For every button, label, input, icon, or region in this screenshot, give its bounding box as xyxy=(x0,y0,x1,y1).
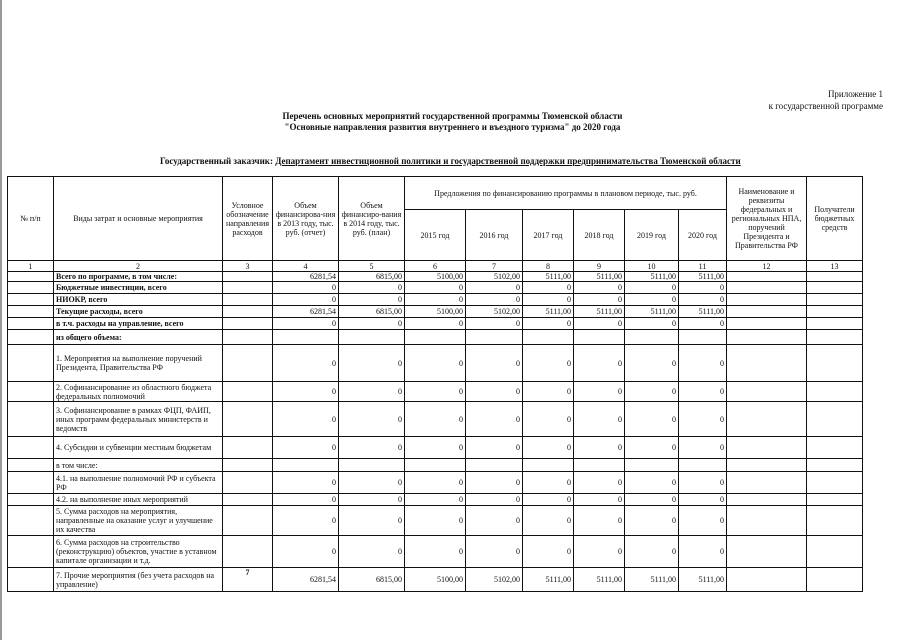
row-value-cell: 0 xyxy=(679,402,727,437)
col-2019-header: 2019 год xyxy=(625,210,679,261)
row-label-cell: 7. Прочие мероприятия (без учета расходов на управление) xyxy=(54,568,223,592)
col-num-header: № п/п xyxy=(8,177,54,261)
row-code-cell xyxy=(223,459,273,472)
col-recipients-header: Получатели бюджетных средств xyxy=(807,177,863,261)
row-value-cell: 0 xyxy=(625,536,679,568)
row-code-cell: 7 xyxy=(223,568,273,592)
row-number-cell xyxy=(8,536,54,568)
row-value-cell: 0 xyxy=(625,382,679,402)
row-value-cell: 0 xyxy=(339,506,405,536)
row-recipient-cell xyxy=(807,272,863,282)
row-number-cell xyxy=(8,330,54,345)
row-value-cell: 0 xyxy=(574,382,625,402)
row-value-cell: 0 xyxy=(574,282,625,294)
row-value-cell: 0 xyxy=(339,345,405,382)
row-value-cell: 0 xyxy=(466,345,523,382)
row-label-cell: Бюджетные инвестиции, всего xyxy=(54,282,223,294)
row-value-cell: 5102,00 xyxy=(466,272,523,282)
table-row xyxy=(8,345,863,382)
row-recipient-cell xyxy=(807,506,863,536)
row-value-cell: 0 xyxy=(574,536,625,568)
row-recipient-cell xyxy=(807,494,863,506)
row-value-cell: 0 xyxy=(679,382,727,402)
row-code-cell xyxy=(223,536,273,568)
row-number-cell xyxy=(8,294,54,306)
row-value-cell xyxy=(273,459,339,472)
row-value-cell xyxy=(273,330,339,345)
row-value-cell: 0 xyxy=(339,494,405,506)
row-label-cell: Всего по программе, в том числе: xyxy=(54,272,223,282)
row-recipient-cell xyxy=(807,382,863,402)
row-number-cell xyxy=(8,506,54,536)
row-value-cell: 0 xyxy=(574,506,625,536)
row-code-cell xyxy=(223,318,273,330)
row-value-cell: 6281,54 xyxy=(273,568,339,592)
index-cell: 7 xyxy=(466,261,523,272)
row-value-cell: 5100,00 xyxy=(405,272,466,282)
row-number-cell xyxy=(8,272,54,282)
row-recipient-cell xyxy=(807,318,863,330)
col-2016-header: 2016 год xyxy=(466,210,523,261)
row-value-cell xyxy=(574,459,625,472)
row-value-cell: 0 xyxy=(523,345,574,382)
row-recipient-cell xyxy=(807,437,863,459)
row-value-cell: 0 xyxy=(339,282,405,294)
row-value-cell: 5111,00 xyxy=(679,272,727,282)
header-row-1 xyxy=(8,177,863,210)
row-value-cell: 6815,00 xyxy=(339,306,405,318)
appendix-line-2: к государственной программе xyxy=(768,101,883,111)
row-recipient-cell xyxy=(807,345,863,382)
row-value-cell: 0 xyxy=(523,494,574,506)
table-row xyxy=(8,437,863,459)
index-cell: 13 xyxy=(807,261,863,272)
row-value-cell xyxy=(679,330,727,345)
row-value-cell: 0 xyxy=(523,294,574,306)
row-recipient-cell xyxy=(807,282,863,294)
row-value-cell: 0 xyxy=(339,382,405,402)
row-value-cell: 0 xyxy=(625,472,679,494)
row-npa-cell xyxy=(727,472,807,494)
appendix-note xyxy=(769,88,883,112)
row-label-cell: в том числе: xyxy=(54,459,223,472)
row-number-cell xyxy=(8,306,54,318)
row-value-cell: 0 xyxy=(405,506,466,536)
row-value-cell: 6281,54 xyxy=(273,306,339,318)
col-types-header: Виды затрат и основные мероприятия xyxy=(54,177,223,261)
index-cell: 11 xyxy=(679,261,727,272)
col-code-header: Условное обозначение направления расходов xyxy=(223,177,273,261)
row-value-cell: 0 xyxy=(273,382,339,402)
row-label-cell: 1. Мероприятия на выполнение поручений Президента, Правительства РФ xyxy=(54,345,223,382)
row-code-cell xyxy=(223,494,273,506)
row-code-cell xyxy=(223,330,273,345)
title-line-1: Перечень основных мероприятий государственной программы Тюменской области xyxy=(282,111,623,121)
row-value-cell: 6815,00 xyxy=(339,272,405,282)
row-npa-cell xyxy=(727,272,807,282)
row-value-cell: 0 xyxy=(273,437,339,459)
row-value-cell: 5102,00 xyxy=(466,568,523,592)
row-value-cell xyxy=(625,459,679,472)
row-value-cell: 5100,00 xyxy=(405,306,466,318)
row-value-cell: 0 xyxy=(273,536,339,568)
row-npa-cell xyxy=(727,382,807,402)
row-value-cell: 0 xyxy=(405,472,466,494)
row-value-cell: 0 xyxy=(405,294,466,306)
index-cell: 6 xyxy=(405,261,466,272)
row-code-cell xyxy=(223,345,273,382)
row-value-cell: 5111,00 xyxy=(625,568,679,592)
row-value-cell: 5111,00 xyxy=(679,306,727,318)
row-number-cell xyxy=(8,437,54,459)
row-value-cell: 0 xyxy=(466,382,523,402)
row-value-cell: 0 xyxy=(679,536,727,568)
row-value-cell xyxy=(339,459,405,472)
row-value-cell: 0 xyxy=(574,472,625,494)
row-npa-cell xyxy=(727,459,807,472)
col-2017-header: 2017 год xyxy=(523,210,574,261)
row-label-cell: 4.2. на выполнение иных мероприятий xyxy=(54,494,223,506)
row-code-cell xyxy=(223,382,273,402)
row-label-cell: 4. Субсидии и субвенции местным бюджетам xyxy=(54,437,223,459)
row-value-cell: 0 xyxy=(574,345,625,382)
index-cell: 5 xyxy=(339,261,405,272)
row-npa-cell xyxy=(727,306,807,318)
row-number-cell xyxy=(8,318,54,330)
appendix-line-1: Приложение 1 xyxy=(827,89,883,99)
row-value-cell: 5111,00 xyxy=(679,568,727,592)
row-value-cell: 0 xyxy=(466,282,523,294)
row-value-cell: 0 xyxy=(273,494,339,506)
row-value-cell: 0 xyxy=(523,472,574,494)
row-npa-cell xyxy=(727,494,807,506)
scan-edge xyxy=(0,0,2,640)
row-number-cell xyxy=(8,345,54,382)
row-value-cell: 0 xyxy=(405,318,466,330)
row-npa-cell xyxy=(727,345,807,382)
row-number-cell xyxy=(8,459,54,472)
row-value-cell: 5111,00 xyxy=(625,272,679,282)
document-title xyxy=(0,111,905,133)
row-number-cell xyxy=(8,472,54,494)
row-value-cell: 0 xyxy=(273,345,339,382)
row-value-cell: 0 xyxy=(625,318,679,330)
row-value-cell: 0 xyxy=(625,402,679,437)
row-recipient-cell xyxy=(807,472,863,494)
row-value-cell: 0 xyxy=(574,402,625,437)
row-value-cell: 0 xyxy=(466,506,523,536)
table-row xyxy=(8,402,863,437)
row-value-cell: 0 xyxy=(679,494,727,506)
row-recipient-cell xyxy=(807,459,863,472)
row-label-cell: 4.1. на выполнение полномочий РФ и субъекта РФ xyxy=(54,472,223,494)
data-rows xyxy=(8,272,863,592)
row-npa-cell xyxy=(727,536,807,568)
row-value-cell: 0 xyxy=(339,536,405,568)
row-value-cell: 0 xyxy=(574,318,625,330)
row-value-cell: 5111,00 xyxy=(574,272,625,282)
row-value-cell: 0 xyxy=(405,402,466,437)
customer-label: Государственный заказчик: xyxy=(160,156,273,166)
row-value-cell: 0 xyxy=(679,345,727,382)
row-value-cell: 5111,00 xyxy=(523,568,574,592)
row-value-cell xyxy=(466,330,523,345)
row-value-cell: 0 xyxy=(625,506,679,536)
row-recipient-cell xyxy=(807,294,863,306)
row-npa-cell xyxy=(727,506,807,536)
row-value-cell: 0 xyxy=(466,402,523,437)
row-code-cell xyxy=(223,506,273,536)
row-value-cell: 0 xyxy=(273,318,339,330)
row-value-cell: 0 xyxy=(523,506,574,536)
table-row xyxy=(8,294,863,306)
row-value-cell: 0 xyxy=(625,294,679,306)
index-cell: 12 xyxy=(727,261,807,272)
customer-name: Департамент инвестиционной политики и государственной поддержки предпринимательства Тюменской области xyxy=(275,156,741,166)
col-proposals-header: Предложения по финансированию программы в плановом периоде, тыс. руб. xyxy=(405,177,727,210)
row-code-cell xyxy=(223,294,273,306)
row-value-cell: 0 xyxy=(339,402,405,437)
row-label-cell: 6. Сумма расходов на строительство (реконструкцию) объектов, участие в уставном капитале организации и т.д. xyxy=(54,536,223,568)
row-value-cell: 0 xyxy=(466,494,523,506)
row-recipient-cell xyxy=(807,330,863,345)
row-number-cell xyxy=(8,494,54,506)
row-code-cell xyxy=(223,472,273,494)
row-value-cell: 0 xyxy=(405,494,466,506)
row-value-cell: 0 xyxy=(625,437,679,459)
index-cell: 2 xyxy=(54,261,223,272)
row-value-cell xyxy=(405,459,466,472)
row-npa-cell xyxy=(727,568,807,592)
row-value-cell: 0 xyxy=(273,402,339,437)
row-value-cell: 0 xyxy=(405,382,466,402)
column-index-row xyxy=(8,261,863,272)
row-value-cell xyxy=(405,330,466,345)
index-cell: 3 xyxy=(223,261,273,272)
row-value-cell: 0 xyxy=(679,472,727,494)
index-cell: 4 xyxy=(273,261,339,272)
row-recipient-cell xyxy=(807,306,863,318)
row-value-cell: 0 xyxy=(679,437,727,459)
customer-line xyxy=(160,156,741,166)
index-cell: 9 xyxy=(574,261,625,272)
table-row xyxy=(8,459,863,472)
row-value-cell: 0 xyxy=(273,506,339,536)
table-row xyxy=(8,494,863,506)
row-value-cell xyxy=(523,459,574,472)
row-value-cell: 0 xyxy=(625,345,679,382)
row-value-cell: 0 xyxy=(574,494,625,506)
row-value-cell: 5111,00 xyxy=(574,568,625,592)
row-value-cell: 0 xyxy=(405,345,466,382)
row-number-cell xyxy=(8,282,54,294)
table-row xyxy=(8,272,863,282)
row-value-cell: 5111,00 xyxy=(523,272,574,282)
table-row xyxy=(8,282,863,294)
row-value-cell: 0 xyxy=(273,282,339,294)
row-npa-cell xyxy=(727,330,807,345)
row-code-cell xyxy=(223,282,273,294)
row-value-cell: 6815,00 xyxy=(339,568,405,592)
row-value-cell xyxy=(339,330,405,345)
row-value-cell: 0 xyxy=(339,294,405,306)
row-value-cell: 0 xyxy=(523,536,574,568)
row-code-cell xyxy=(223,272,273,282)
col-2013-header: Объем финансирова-ния в 2013 году, тыс. руб. (отчет) xyxy=(273,177,339,261)
index-cell: 1 xyxy=(8,261,54,272)
row-label-cell: из общего объема: xyxy=(54,330,223,345)
row-npa-cell xyxy=(727,282,807,294)
table-row xyxy=(8,536,863,568)
row-number-cell xyxy=(8,568,54,592)
row-label-cell: в т.ч. расходы на управление, всего xyxy=(54,318,223,330)
row-value-cell: 5111,00 xyxy=(625,306,679,318)
row-value-cell xyxy=(679,459,727,472)
row-value-cell: 0 xyxy=(466,536,523,568)
row-value-cell: 0 xyxy=(574,437,625,459)
table-row xyxy=(8,568,863,592)
row-value-cell: 0 xyxy=(523,402,574,437)
measures-table xyxy=(7,176,863,592)
row-code-cell xyxy=(223,402,273,437)
row-number-cell xyxy=(8,382,54,402)
row-value-cell: 0 xyxy=(523,382,574,402)
title-line-2: "Основные направления развития внутреннего и въездного туризма" до 2020 года xyxy=(284,122,621,132)
index-cell: 10 xyxy=(625,261,679,272)
row-value-cell xyxy=(574,330,625,345)
row-value-cell: 0 xyxy=(405,282,466,294)
row-label-cell: 2. Софинансирование из областного бюджета федеральных полномочий xyxy=(54,382,223,402)
row-value-cell: 0 xyxy=(625,282,679,294)
row-value-cell xyxy=(523,330,574,345)
row-value-cell: 5102,00 xyxy=(466,306,523,318)
col-2015-header: 2015 год xyxy=(405,210,466,261)
table-row xyxy=(8,330,863,345)
row-value-cell: 0 xyxy=(405,437,466,459)
row-number-cell xyxy=(8,402,54,437)
table-row xyxy=(8,306,863,318)
col-2018-header: 2018 год xyxy=(574,210,625,261)
row-recipient-cell xyxy=(807,536,863,568)
row-value-cell: 0 xyxy=(679,282,727,294)
row-label-cell: НИОКР, всего xyxy=(54,294,223,306)
row-value-cell: 0 xyxy=(273,472,339,494)
row-code-cell xyxy=(223,437,273,459)
row-value-cell: 0 xyxy=(679,318,727,330)
row-value-cell: 0 xyxy=(523,282,574,294)
row-recipient-cell xyxy=(807,568,863,592)
row-value-cell: 0 xyxy=(679,506,727,536)
table-row xyxy=(8,382,863,402)
row-label-cell: 3. Софинансирование в рамках ФЦП, ФАИП, иных программ федеральных министерств и ведомств xyxy=(54,402,223,437)
row-value-cell: 5111,00 xyxy=(523,306,574,318)
row-npa-cell xyxy=(727,437,807,459)
row-label-cell: Текущие расходы, всего xyxy=(54,306,223,318)
row-value-cell: 0 xyxy=(466,294,523,306)
row-value-cell: 5111,00 xyxy=(574,306,625,318)
row-value-cell xyxy=(466,459,523,472)
col-2020-header: 2020 год xyxy=(679,210,727,261)
row-value-cell: 0 xyxy=(273,294,339,306)
row-npa-cell xyxy=(727,402,807,437)
row-value-cell: 5100,00 xyxy=(405,568,466,592)
row-value-cell: 0 xyxy=(339,472,405,494)
row-value-cell: 0 xyxy=(679,294,727,306)
row-value-cell: 0 xyxy=(625,494,679,506)
row-value-cell: 0 xyxy=(466,472,523,494)
row-value-cell: 0 xyxy=(339,437,405,459)
row-recipient-cell xyxy=(807,402,863,437)
row-value-cell xyxy=(625,330,679,345)
row-value-cell: 0 xyxy=(574,294,625,306)
table-row xyxy=(8,506,863,536)
table-row xyxy=(8,472,863,494)
col-2014-header: Объем финансиро-вания в 2014 году, тыс. руб. (план) xyxy=(339,177,405,261)
col-npa-header: Наименование и реквизиты федеральных и региональных НПА, поручений Президента и Правительства РФ xyxy=(727,177,807,261)
row-value-cell: 0 xyxy=(405,536,466,568)
row-value-cell: 0 xyxy=(339,318,405,330)
row-label-cell: 5. Сумма расходов на мероприятия, направленные на оказание услуг и улучшение их качества xyxy=(54,506,223,536)
row-value-cell: 0 xyxy=(523,437,574,459)
index-cell: 8 xyxy=(523,261,574,272)
row-value-cell: 6281,54 xyxy=(273,272,339,282)
row-value-cell: 0 xyxy=(523,318,574,330)
row-npa-cell xyxy=(727,318,807,330)
row-value-cell: 0 xyxy=(466,437,523,459)
row-value-cell: 0 xyxy=(466,318,523,330)
table-row xyxy=(8,318,863,330)
row-code-cell xyxy=(223,306,273,318)
row-npa-cell xyxy=(727,294,807,306)
